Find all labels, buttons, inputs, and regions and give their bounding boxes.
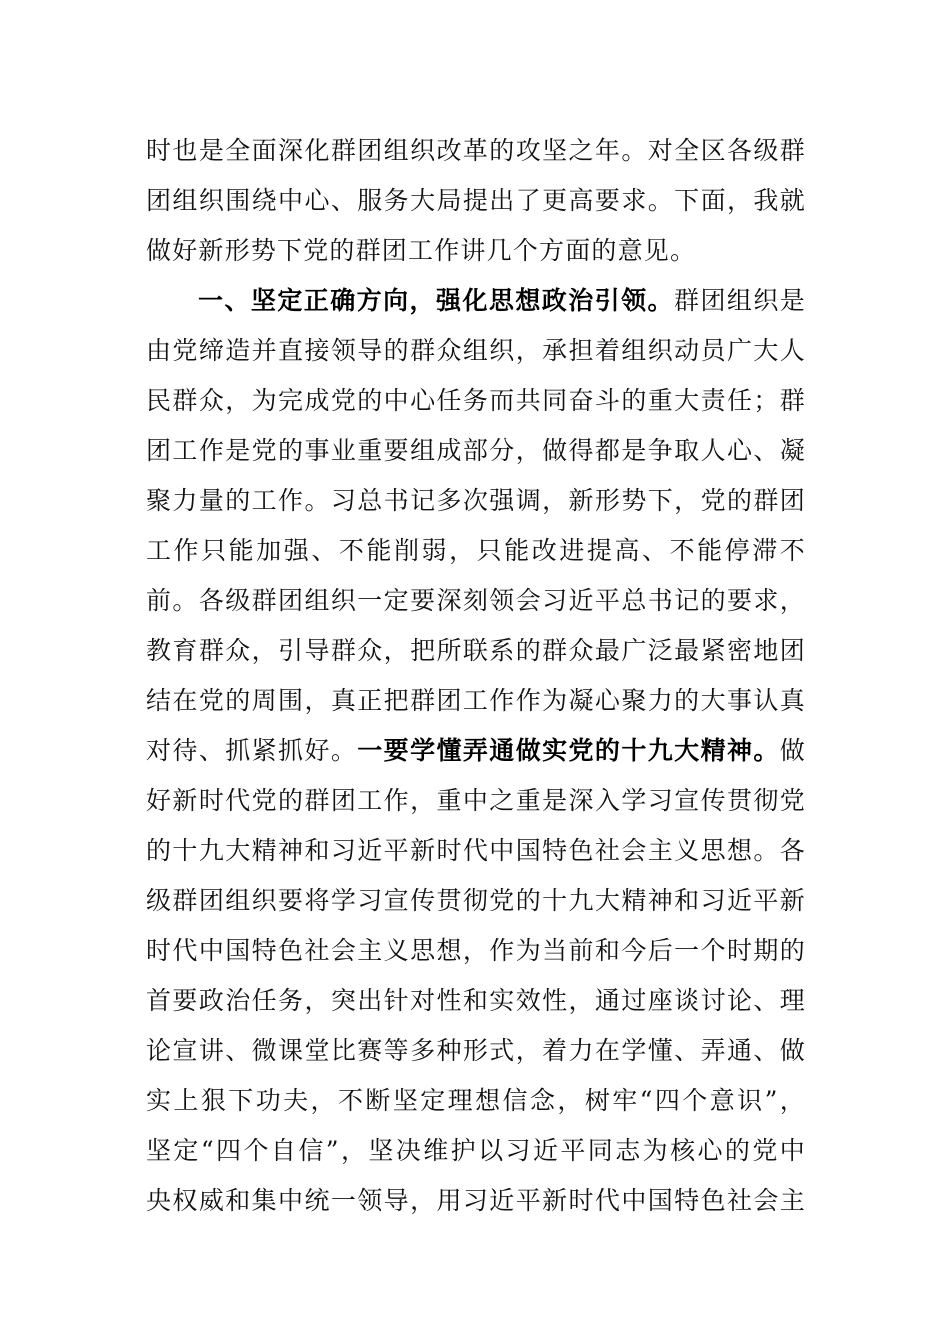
paragraph-text: 的十九大精神和习近平新时代中国特色社会主义思想。各 [146,836,806,865]
paragraph-text: 前。各级群团组织一定要深刻领会习近平总书记的要求， [146,586,806,615]
text-line [146,526,806,576]
paragraph-text: 聚力量的工作。习总书记多次强调，新形势下，党的群团 [146,486,806,515]
text-line [146,726,806,776]
paragraph-text: 教育群众，引导群众，把所联系的群众最广泛最紧密地团 [146,636,806,665]
paragraph-text: 群团组织是 [674,286,806,315]
text-line [146,376,806,426]
text-line [146,676,806,726]
paragraph-text: 做 [779,736,806,765]
paragraph-text: 民群众，为完成党的中心任务而共同奋斗的重大责任；群 [146,386,806,415]
paragraph-text: 好新时代党的群团工作，重中之重是深入学习宣传贯彻党 [146,786,806,815]
paragraph-text: 由党缔造并直接领导的群众组织，承担着组织动员广大人 [146,336,806,365]
bold-heading-text: 一、坚定正确方向，强化思想政治引领。 [198,286,674,315]
paragraph-text: 做好新形势下党的群团工作讲几个方面的意见。 [146,236,697,265]
paragraph-text: 团组织围绕中心、服务大局提出了更高要求。下面，我就 [146,186,806,215]
text-line [146,876,806,926]
text-line [146,976,806,1026]
text-line [146,276,806,326]
paragraph-text: 结在党的周围，真正把群团工作作为凝心聚力的大事认真 [146,686,806,715]
text-line [146,176,806,226]
paragraph-text: 论宣讲、微课堂比赛等多种形式，着力在学懂、弄通、做 [146,1036,806,1065]
paragraph-text: 首要政治任务，突出针对性和实效性，通过座谈讨论、理 [146,986,806,1015]
text-line [146,826,806,876]
paragraph-text: 央权威和集中统一领导，用习近平新时代中国特色社会主 [146,1186,806,1215]
text-line [146,1126,806,1176]
text-line [146,1076,806,1126]
paragraph-text: 实上狠下功夫，不断坚定理想信念，树牢“四个意识”， [146,1086,806,1115]
paragraph-text: 对待、抓紧抓好。 [146,736,358,765]
paragraph-text: 级群团组织要将学习宣传贯彻党的十九大精神和习近平新 [146,886,806,915]
text-line [146,476,806,526]
text-line [146,1176,806,1226]
paragraph-text: 工作只能加强、不能削弱，只能改进提高、不能停滞不 [146,536,806,565]
text-line [146,426,806,476]
text-line [146,126,806,176]
text-line [146,776,806,826]
bold-heading-text: 一要学懂弄通做实党的十九大精神。 [357,736,780,765]
text-line [146,326,806,376]
text-line [146,226,806,276]
paragraph-text: 时也是全面深化群团组织改革的攻坚之年。对全区各级群 [146,136,806,165]
text-line [146,626,806,676]
paragraph-text: 团工作是党的事业重要组成部分，做得都是争取人心、凝 [146,436,806,465]
body-text [146,126,806,1226]
text-line [146,926,806,976]
paragraph-text: 坚定“四个自信”，坚决维护以习近平同志为核心的党中 [146,1136,806,1165]
paragraph-text: 时代中国特色社会主义思想，作为当前和今后一个时期的 [146,936,806,965]
text-line [146,1026,806,1076]
text-line [146,576,806,626]
